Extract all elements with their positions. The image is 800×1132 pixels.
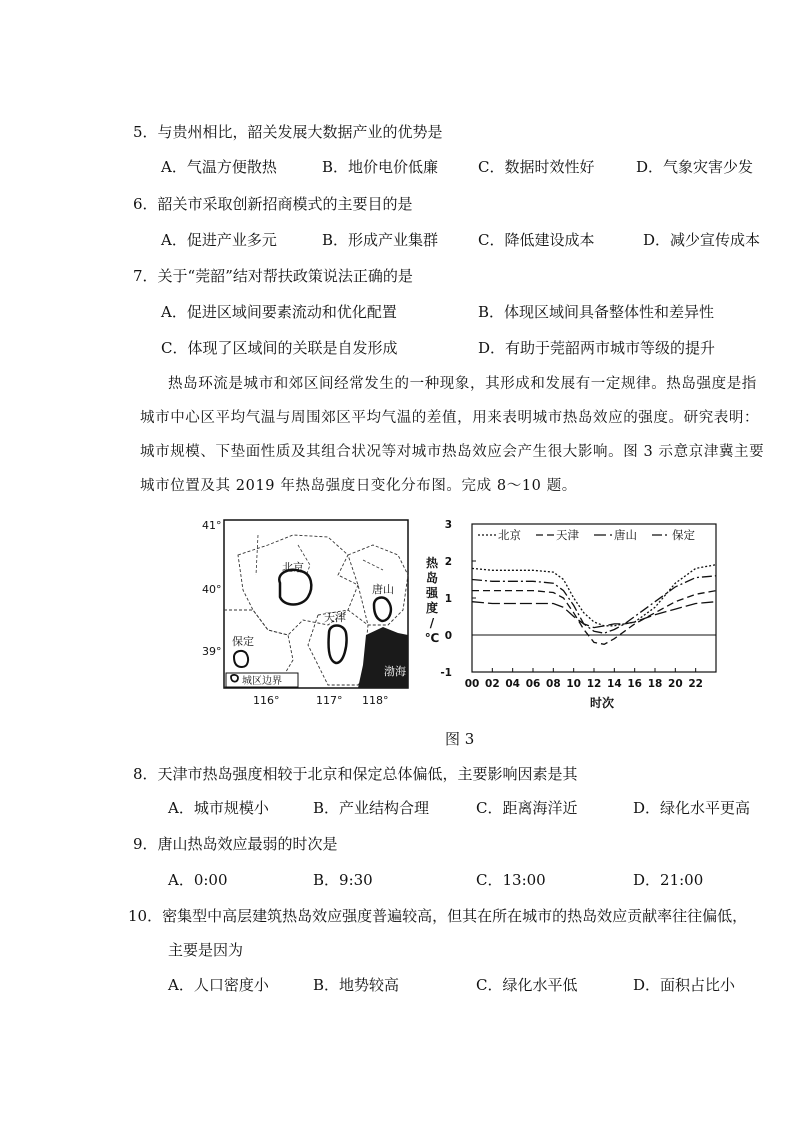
series-lines <box>472 565 716 645</box>
q10-option-d[interactable]: D．面积占比小 <box>633 976 736 994</box>
y-tick-label: -1 <box>440 667 452 679</box>
y-tick-label: 3 <box>444 519 452 531</box>
sea-label: 渤海 <box>384 665 406 678</box>
x-tick-label: 22 <box>688 678 703 690</box>
y-axis-label-char: / <box>429 616 435 630</box>
x-tick-label: 16 <box>627 678 642 690</box>
x-tick-label: 14 <box>607 678 622 690</box>
q8-option-c[interactable]: C．距离海洋近 <box>476 799 578 817</box>
legend-label: 天津 <box>556 528 579 542</box>
passage-line-3: 城市规模、下垫面性质及其组合状况等对城市热岛效应会产生很大影响。图 3 示意京津冀主要 <box>140 444 765 460</box>
y-tick-label: 0 <box>444 630 452 642</box>
legend-label: 北京 <box>498 528 521 542</box>
q5-stem: 5．与贵州相比，韶关发展大数据产业的优势是 <box>133 123 443 141</box>
lon-label-117: 117° <box>316 694 343 707</box>
q7-option-d[interactable]: D．有助于莞韶两市城市等级的提升 <box>478 339 716 357</box>
city-label-baoding: 保定 <box>232 635 254 648</box>
y-axis-label <box>425 555 440 645</box>
x-tick-label: 08 <box>546 678 561 690</box>
y-axis-label-char: ℃ <box>424 631 440 645</box>
q10-stem-continued: 主要是因为 <box>168 941 244 959</box>
q5-option-a[interactable]: A．气温方便散热 <box>161 158 277 176</box>
figure-caption: 图 3 <box>445 730 475 748</box>
y-axis-label-char: 岛 <box>425 571 439 585</box>
y-axis-label-char: 热 <box>425 556 439 570</box>
q10-stem: 10．密集型中高层建筑热岛效应强度普遍较高，但其在所在城市的热岛效应贡献率往往偏低， <box>128 907 748 925</box>
x-tick-label: 00 <box>464 678 480 690</box>
q6-option-b[interactable]: B．形成产业集群 <box>322 231 439 249</box>
lon-label-118: 118° <box>362 694 389 707</box>
q10-option-c[interactable]: C．绿化水平低 <box>476 976 578 994</box>
q6-option-a[interactable]: A．促进产业多元 <box>161 231 277 249</box>
q6-option-d[interactable]: D．减少宣传成本 <box>643 231 761 249</box>
q7-stem: 7．关于“莞韶”结对帮扶政策说法正确的是 <box>133 267 413 285</box>
q9-option-c[interactable]: C．13:00 <box>476 871 546 889</box>
q5-option-d[interactable]: D．气象灾害少发 <box>636 158 754 176</box>
legend-label: 保定 <box>672 528 695 542</box>
city-tangshan-area <box>374 598 391 621</box>
city-beijing-area <box>279 570 311 605</box>
y-axis-label-char: 度 <box>425 601 439 615</box>
city-label-tangshan: 唐山 <box>372 583 394 596</box>
x-tick-label: 04 <box>505 678 520 690</box>
map-legend-label: 城区边界 <box>242 676 282 687</box>
passage-line-1: 热岛环流是城市和郊区间经常发生的一种现象，其形成和发展有一定规律。热岛强度是指 <box>168 376 757 392</box>
x-axis-ticks <box>465 668 703 690</box>
lon-label-116: 116° <box>253 694 280 707</box>
q10-option-a[interactable]: A．人口密度小 <box>168 976 269 994</box>
legend-city-icon <box>231 675 238 682</box>
q8-option-a[interactable]: A．城市规模小 <box>168 799 269 817</box>
q7-option-b[interactable]: B．体现区域间具备整体性和差异性 <box>478 303 715 321</box>
q9-option-d[interactable]: D．21:00 <box>633 871 704 889</box>
q7-option-a[interactable]: A．促进区域间要素流动和优化配置 <box>161 303 397 321</box>
city-baoding-area <box>234 651 248 667</box>
city-label-beijing: 北京 <box>282 561 304 574</box>
lat-label-41: 41° <box>202 519 222 532</box>
y-axis-label-char: 强 <box>425 586 439 600</box>
series-line-唐山 <box>472 602 716 628</box>
series-line-天津 <box>472 591 716 645</box>
y-tick-label: 2 <box>444 556 452 568</box>
x-tick-label: 10 <box>566 678 581 690</box>
series-line-北京 <box>472 565 716 626</box>
x-tick-label: 18 <box>647 678 663 690</box>
x-tick-label: 06 <box>525 678 541 690</box>
x-tick-label: 02 <box>485 678 500 690</box>
q5-option-b[interactable]: B．地价电价低廉 <box>322 158 439 176</box>
lat-label-40: 40° <box>202 583 222 596</box>
q8-option-b[interactable]: B．产业结构合理 <box>313 799 430 817</box>
series-line-保定 <box>472 576 716 633</box>
q9-option-b[interactable]: B．9:30 <box>313 871 373 889</box>
heat-island-chart <box>420 515 730 715</box>
y-axis-ticks <box>440 519 716 679</box>
chart-legend <box>478 528 695 542</box>
city-label-tianjin: 天津 <box>324 611 346 624</box>
x-tick-label: 12 <box>586 678 602 690</box>
q9-option-a[interactable]: A．0:00 <box>168 871 228 889</box>
legend-label: 唐山 <box>614 528 637 542</box>
y-tick-label: 1 <box>444 593 452 605</box>
lat-label-39: 39° <box>202 645 222 658</box>
q6-stem: 6．韶关市采取创新招商模式的主要目的是 <box>133 195 413 213</box>
city-tianjin-area <box>329 626 347 664</box>
passage-line-4: 城市位置及其 2019 年热岛强度日变化分布图。完成 8～10 题。 <box>140 478 577 494</box>
plot-frame <box>472 524 716 672</box>
q6-option-c[interactable]: C．降低建设成本 <box>478 231 595 249</box>
passage-line-2: 城市中心区平均气温与周围郊区平均气温的差值，用来表明城市热岛效应的强度。研究表明： <box>140 410 760 426</box>
x-axis-label: 时次 <box>590 696 615 710</box>
q8-option-d[interactable]: D．绿化水平更高 <box>633 799 751 817</box>
x-tick-label: 20 <box>668 678 683 690</box>
q8-stem: 8．天津市热岛强度相较于北京和保定总体偏低，主要影响因素是其 <box>133 765 578 783</box>
q5-option-c[interactable]: C．数据时效性好 <box>478 158 595 176</box>
q10-option-b[interactable]: B．地势较高 <box>313 976 400 994</box>
map-figure <box>198 515 420 710</box>
q9-stem: 9．唐山热岛效应最弱的时次是 <box>133 835 338 853</box>
q7-option-c[interactable]: C．体现了区域间的关联是自发形成 <box>161 339 398 357</box>
